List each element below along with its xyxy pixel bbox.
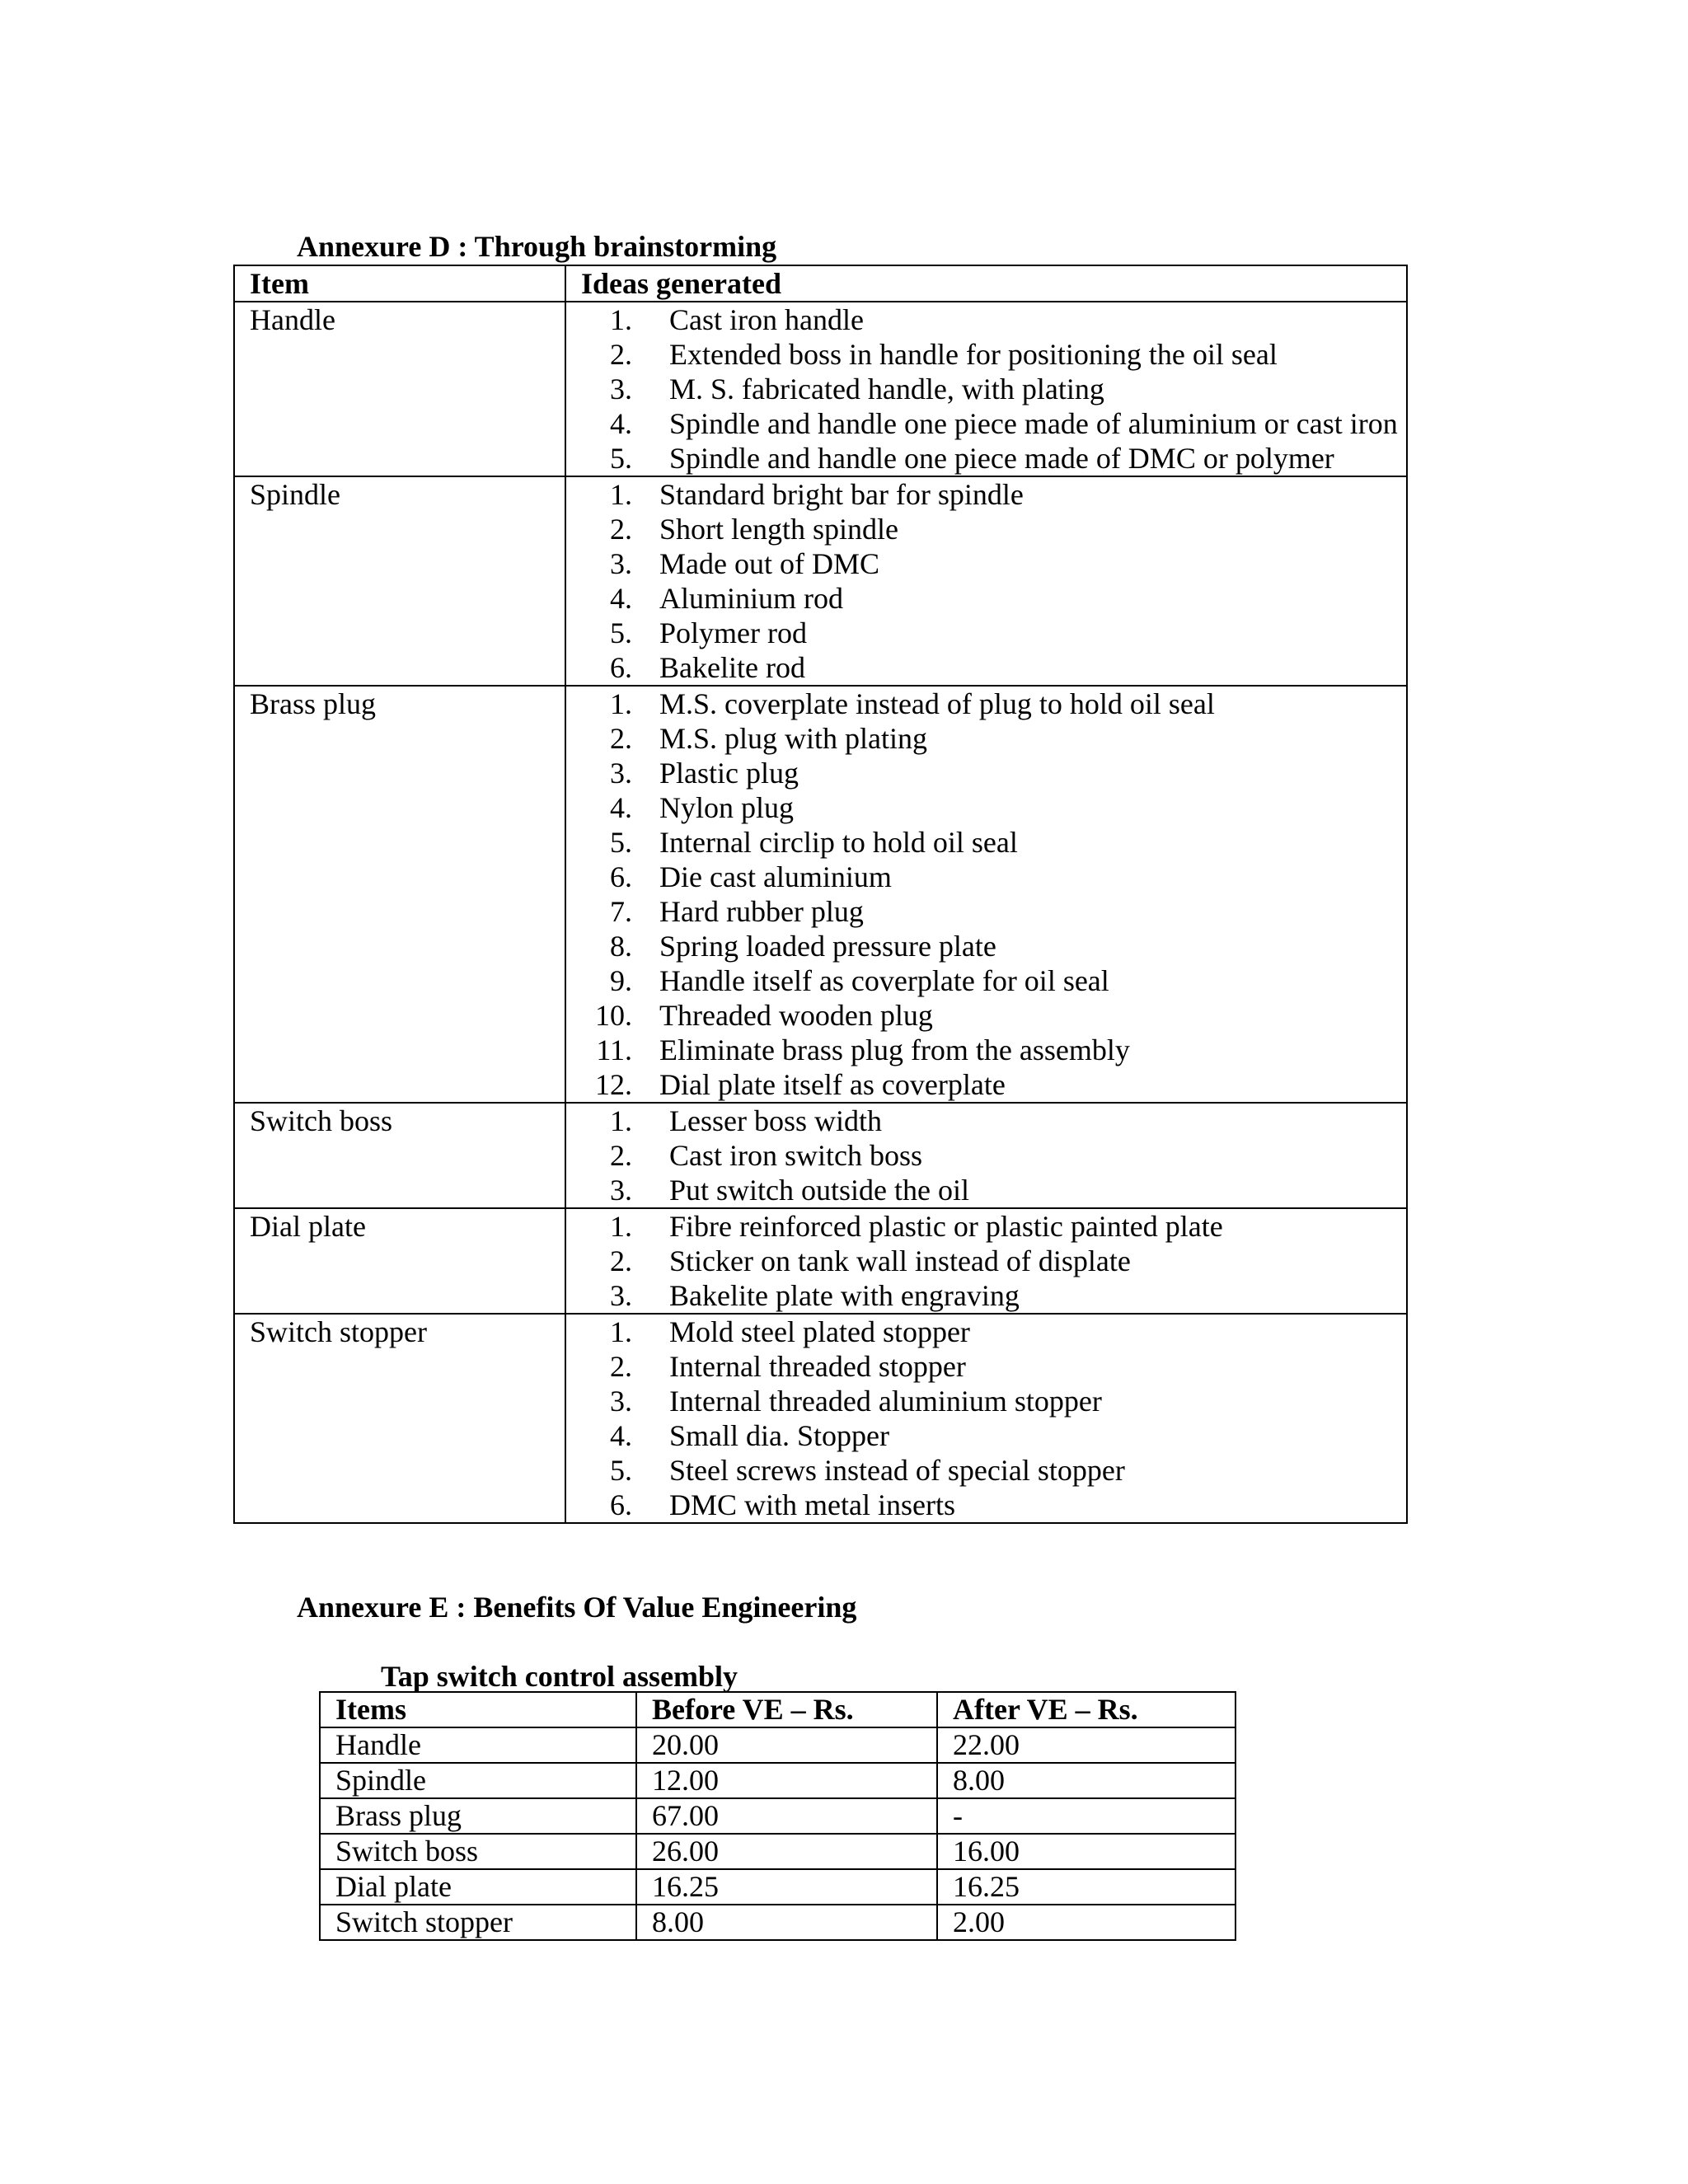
list-item [566, 1315, 1406, 1349]
idea-text: Handle itself as coverplate for oil seal [659, 964, 1109, 997]
ideas-cell [565, 476, 1407, 686]
before-cost-cell: 67.00 [636, 1798, 937, 1834]
list-number: 9. [610, 964, 632, 997]
idea-text: Internal threaded stopper [669, 1350, 966, 1383]
table-row [234, 1314, 1407, 1523]
cost-comparison-table [319, 1691, 1236, 1941]
list-number: 2. [610, 1139, 632, 1172]
idea-text: Sticker on tank wall instead of displate [669, 1244, 1131, 1277]
list-number: 5. [610, 826, 632, 859]
annexure-d-heading: Annexure D : Through brainstorming [297, 230, 777, 263]
list-item [566, 756, 1406, 790]
list-item [566, 406, 1406, 441]
list-item [566, 1349, 1406, 1384]
ideas-list [566, 302, 1406, 476]
table-header-row [320, 1692, 1236, 1727]
item-cell: Handle [320, 1727, 636, 1763]
list-number: 2. [610, 1244, 632, 1277]
table-row [234, 476, 1407, 686]
item-cell: Handle [234, 302, 565, 476]
ideas-list [566, 1209, 1406, 1313]
item-cell: Spindle [234, 476, 565, 686]
brainstorming-table [233, 265, 1408, 1524]
idea-text: Polymer rod [659, 616, 807, 649]
idea-text: M.S. plug with plating [659, 722, 928, 755]
before-cost-cell: 16.25 [636, 1869, 937, 1905]
list-number: 6. [610, 860, 632, 893]
list-item [566, 1138, 1406, 1173]
list-item [566, 687, 1406, 721]
list-number: 2. [610, 1350, 632, 1383]
list-item [566, 1033, 1406, 1067]
list-number: 11. [596, 1033, 632, 1066]
list-number: 1. [610, 1104, 632, 1137]
list-number: 10. [595, 999, 632, 1032]
list-item [566, 477, 1406, 512]
idea-text: Plastic plug [659, 757, 799, 790]
idea-text: Made out of DMC [659, 547, 879, 580]
idea-text: M. S. fabricated handle, with plating [669, 373, 1104, 405]
table-row [234, 1103, 1407, 1208]
idea-text: Steel screws instead of special stopper [669, 1454, 1125, 1487]
idea-text: Lesser boss width [669, 1104, 882, 1137]
idea-text: Put switch outside the oil [669, 1174, 969, 1207]
list-item [566, 546, 1406, 581]
list-number: 2. [610, 338, 632, 371]
annexure-e-subheading: Tap switch control assembly [381, 1660, 738, 1693]
list-item [566, 1418, 1406, 1453]
ideas-list [566, 687, 1406, 1102]
column-header-item: Item [234, 265, 565, 302]
list-item [566, 721, 1406, 756]
list-number: 3. [610, 1174, 632, 1207]
list-number: 5. [610, 616, 632, 649]
list-item [566, 1488, 1406, 1522]
list-number: 1. [610, 478, 632, 511]
item-cell: Switch stopper [234, 1314, 565, 1523]
table-row [320, 1905, 1236, 1940]
list-number: 1. [610, 1315, 632, 1348]
list-number: 1. [610, 303, 632, 336]
item-cell: Switch boss [234, 1103, 565, 1208]
before-cost-cell: 8.00 [636, 1905, 937, 1940]
table-row [234, 302, 1407, 476]
list-item [566, 825, 1406, 860]
idea-text: Cast iron switch boss [669, 1139, 923, 1172]
idea-text: Mold steel plated stopper [669, 1315, 970, 1348]
column-header-after: After VE – Rs. [937, 1692, 1236, 1727]
annexure-e-heading: Annexure E : Benefits Of Value Engineering [297, 1591, 857, 1624]
table-header-row [234, 265, 1407, 302]
list-number: 3. [610, 373, 632, 405]
list-item [566, 1453, 1406, 1488]
column-header-ideas: Ideas generated [565, 265, 1407, 302]
idea-text: Spring loaded pressure plate [659, 930, 996, 963]
item-cell: Spindle [320, 1763, 636, 1798]
list-number: 3. [610, 757, 632, 790]
idea-text: Internal threaded aluminium stopper [669, 1385, 1102, 1418]
idea-text: Spindle and handle one piece made of DMC or polymer [669, 442, 1334, 475]
list-item [566, 929, 1406, 963]
list-item [566, 894, 1406, 929]
table-row [234, 1208, 1407, 1314]
list-number: 2. [610, 513, 632, 546]
idea-text: Cast iron handle [669, 303, 864, 336]
list-number: 1. [610, 1210, 632, 1243]
ideas-cell [565, 302, 1407, 476]
list-number: 5. [610, 442, 632, 475]
list-number: 1. [610, 687, 632, 720]
idea-text: Aluminium rod [659, 582, 843, 615]
list-item [566, 998, 1406, 1033]
list-item [566, 1209, 1406, 1244]
list-item [566, 1278, 1406, 1313]
list-item [566, 860, 1406, 894]
table-row [320, 1869, 1236, 1905]
list-number: 2. [610, 722, 632, 755]
list-number: 4. [610, 1419, 632, 1452]
list-item [566, 512, 1406, 546]
list-item [566, 1067, 1406, 1102]
after-cost-cell: 16.00 [937, 1834, 1236, 1869]
list-item [566, 302, 1406, 337]
list-number: 4. [610, 582, 632, 615]
idea-text: Fibre reinforced plastic or plastic painted plate [669, 1210, 1223, 1243]
list-number: 5. [610, 1454, 632, 1487]
after-cost-cell: 2.00 [937, 1905, 1236, 1940]
before-cost-cell: 26.00 [636, 1834, 937, 1869]
list-number: 7. [610, 895, 632, 928]
idea-text: Dial plate itself as coverplate [659, 1068, 1006, 1101]
idea-text: Eliminate brass plug from the assembly [659, 1033, 1130, 1066]
ideas-cell [565, 1208, 1407, 1314]
list-item [566, 372, 1406, 406]
table-row [320, 1834, 1236, 1869]
column-header-before: Before VE – Rs. [636, 1692, 937, 1727]
list-item [566, 1384, 1406, 1418]
list-item [566, 616, 1406, 650]
idea-text: Short length spindle [659, 513, 898, 546]
idea-text: Threaded wooden plug [659, 999, 933, 1032]
list-item [566, 650, 1406, 685]
item-cell: Switch boss [320, 1834, 636, 1869]
list-item [566, 337, 1406, 372]
list-item [566, 581, 1406, 616]
item-cell: Brass plug [234, 686, 565, 1103]
table-row [320, 1727, 1236, 1763]
after-cost-cell: - [937, 1798, 1236, 1834]
idea-text: Internal circlip to hold oil seal [659, 826, 1018, 859]
ideas-cell [565, 1103, 1407, 1208]
ideas-list [566, 1315, 1406, 1522]
idea-text: Standard bright bar for spindle [659, 478, 1024, 511]
ideas-list [566, 477, 1406, 685]
column-header-items: Items [320, 1692, 636, 1727]
idea-text: DMC with metal inserts [669, 1488, 955, 1521]
idea-text: Extended boss in handle for positioning the oil seal [669, 338, 1278, 371]
list-number: 8. [610, 930, 632, 963]
list-item [566, 790, 1406, 825]
list-number: 12. [595, 1068, 632, 1101]
idea-text: Bakelite plate with engraving [669, 1279, 1020, 1312]
list-number: 6. [610, 651, 632, 684]
list-number: 4. [610, 407, 632, 440]
after-cost-cell: 22.00 [937, 1727, 1236, 1763]
table-row [234, 686, 1407, 1103]
item-cell: Switch stopper [320, 1905, 636, 1940]
ideas-cell [565, 686, 1407, 1103]
idea-text: Bakelite rod [659, 651, 805, 684]
after-cost-cell: 16.25 [937, 1869, 1236, 1905]
idea-text: Hard rubber plug [659, 895, 864, 928]
item-cell: Dial plate [234, 1208, 565, 1314]
idea-text: Spindle and handle one piece made of aluminium or cast iron [669, 407, 1398, 440]
item-cell: Brass plug [320, 1798, 636, 1834]
list-number: 6. [610, 1488, 632, 1521]
idea-text: Die cast aluminium [659, 860, 892, 893]
list-item [566, 1244, 1406, 1278]
before-cost-cell: 12.00 [636, 1763, 937, 1798]
list-number: 3. [610, 1279, 632, 1312]
before-cost-cell: 20.00 [636, 1727, 937, 1763]
list-item [566, 1173, 1406, 1207]
item-cell: Dial plate [320, 1869, 636, 1905]
after-cost-cell: 8.00 [937, 1763, 1236, 1798]
list-number: 3. [610, 1385, 632, 1418]
idea-text: Nylon plug [659, 791, 795, 824]
table-row [320, 1798, 1236, 1834]
list-item [566, 441, 1406, 476]
ideas-list [566, 1104, 1406, 1207]
ideas-cell [565, 1314, 1407, 1523]
list-number: 3. [610, 547, 632, 580]
idea-text: Small dia. Stopper [669, 1419, 889, 1452]
list-number: 4. [610, 791, 632, 824]
table-row [320, 1763, 1236, 1798]
list-item [566, 1104, 1406, 1138]
idea-text: M.S. coverplate instead of plug to hold oil seal [659, 687, 1215, 720]
list-item [566, 963, 1406, 998]
